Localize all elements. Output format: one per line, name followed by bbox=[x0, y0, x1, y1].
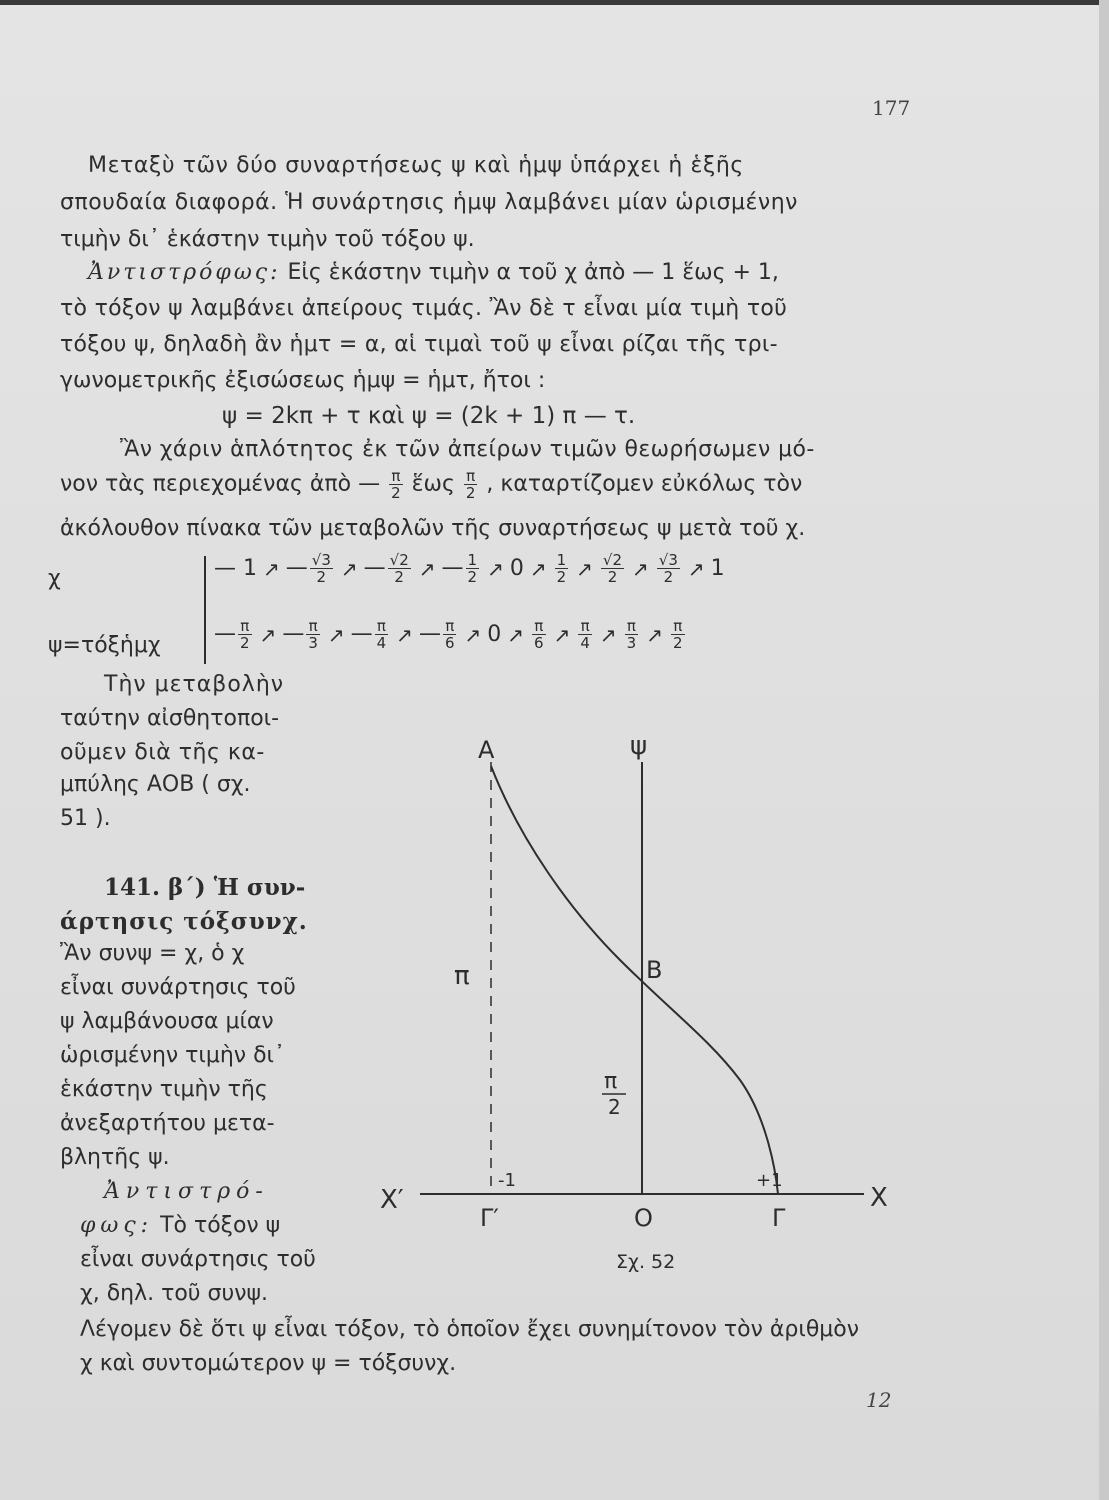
psi-numerator: π bbox=[578, 618, 592, 635]
side2-line-5: ἑκάστην τιμὴν τῆς bbox=[60, 1077, 268, 1102]
psi-numerator: π bbox=[625, 618, 639, 635]
psi-sign: — bbox=[282, 621, 305, 647]
x-arrow: ↗ bbox=[340, 556, 358, 581]
x-arrow: ↗ bbox=[632, 556, 649, 581]
x-sign: — bbox=[441, 555, 464, 581]
psi-denominator: 6 bbox=[444, 634, 455, 652]
antistrofos-label: Ἀντιστρόφως: bbox=[88, 260, 281, 285]
psi-sign: — bbox=[418, 621, 441, 647]
psi-denominator: 4 bbox=[580, 634, 590, 652]
side2-line-1: Ἂν συνψ = χ, ὁ χ bbox=[60, 941, 245, 966]
psi-arrow: ↗ bbox=[259, 622, 277, 647]
label-B: Β bbox=[646, 956, 663, 984]
side2-line-2: εἶναι συνάρτησις τοῦ bbox=[60, 975, 296, 1000]
psi-value bbox=[623, 618, 641, 651]
psi-fraction bbox=[625, 618, 639, 651]
x-value bbox=[510, 556, 524, 581]
x-value bbox=[553, 552, 571, 585]
side2-line-4: ὡρισμένην τιμὴν δι᾽ bbox=[60, 1043, 285, 1068]
text-line-4-body: Εἰς ἑκάστην τιμὴν α τοῦ χ ἀπὸ — 1 ἕως + 1, bbox=[287, 260, 779, 285]
psi-arrow: ↗ bbox=[464, 622, 482, 647]
side3-line-3: χ, δηλ. τοῦ συνψ. bbox=[80, 1281, 268, 1306]
psi-arrow: ↗ bbox=[599, 622, 617, 647]
psi-denominator: 3 bbox=[308, 634, 318, 652]
table-psi-row bbox=[214, 618, 687, 668]
text-line-2: σπουδαία διαφορά. Ἡ συνάρτησις ἡμψ λαμβάνει μίαν ὡρισμένην bbox=[60, 190, 798, 215]
label-G: Γ bbox=[772, 1204, 786, 1232]
figure-52 bbox=[370, 720, 910, 1280]
psi-denominator: 2 bbox=[672, 634, 683, 652]
label-O: Ο bbox=[634, 1204, 653, 1232]
psi-fraction bbox=[375, 618, 389, 651]
x-fraction bbox=[388, 552, 411, 585]
x-denominator: 2 bbox=[663, 568, 674, 586]
label-plus-one: +1 bbox=[756, 1170, 783, 1191]
footer-number: 12 bbox=[866, 1388, 892, 1412]
psi-arrow: ↗ bbox=[327, 622, 345, 647]
psi-numerator: π bbox=[443, 618, 457, 635]
x-integer: 1 bbox=[710, 556, 725, 581]
label-A: Α bbox=[478, 736, 495, 764]
antistrofos-label-2a: Ἀντιστρό- bbox=[104, 1179, 269, 1204]
x-numerator: √3 bbox=[658, 551, 678, 569]
psi-value bbox=[530, 618, 548, 651]
psi-denominator: 4 bbox=[376, 634, 387, 652]
x-integer: 0 bbox=[509, 556, 524, 581]
label-Xp: Χ′ bbox=[380, 1185, 404, 1215]
x-arrow: ↗ bbox=[687, 556, 705, 581]
label-Gp: Γ′ bbox=[480, 1204, 499, 1232]
table-psi-label: ψ=τόξἡμχ bbox=[48, 633, 161, 658]
psi-fraction bbox=[671, 618, 685, 651]
side-line-3: οῦμεν διὰ τῆς κα- bbox=[60, 740, 265, 765]
psi-fraction bbox=[306, 618, 320, 651]
psi-arrow: ↗ bbox=[507, 622, 525, 647]
psi-numerator: π bbox=[375, 618, 389, 635]
section-heading-line-2: άρτησις τόξσυνχ. bbox=[60, 908, 308, 935]
x-value bbox=[655, 552, 682, 585]
psi-numerator: π bbox=[306, 618, 320, 635]
label-minus-one: -1 bbox=[498, 1170, 516, 1191]
text-line-10-c: , καταρτίζομεν εὐκόλως τὸν bbox=[486, 471, 803, 497]
side3-line-2: εἶναι συνάρτησις τοῦ bbox=[80, 1247, 316, 1272]
x-numerator: √2 bbox=[602, 551, 623, 569]
psi-integer: 0 bbox=[487, 622, 502, 647]
x-fraction bbox=[657, 552, 680, 585]
x-integer: 1 bbox=[243, 556, 257, 581]
fraction-pi-half-a: $\frac{\pi}{2}$ bbox=[391, 467, 401, 502]
text-line-6: τόξου ψ, δηλαδὴ ἂν ἡμτ = α, αἱ τιμαὶ τοῦ ψ εἶναι ρίζαι τῆς τρι- bbox=[60, 332, 778, 357]
text-line-10 bbox=[60, 468, 802, 501]
label-X: Χ bbox=[870, 1183, 888, 1213]
psi-sign: — bbox=[350, 621, 373, 647]
text-line-10-b: ἕως bbox=[411, 471, 455, 497]
psi-fraction bbox=[532, 618, 546, 651]
antistrofos-label-2b: φως: bbox=[80, 1213, 154, 1238]
psi-sign: — bbox=[214, 621, 236, 647]
psi-value bbox=[214, 618, 254, 651]
x-value bbox=[214, 556, 257, 581]
page-number: 177 bbox=[872, 96, 911, 120]
x-fraction bbox=[310, 552, 333, 585]
x-numerator: √2 bbox=[389, 551, 409, 569]
x-value bbox=[711, 556, 725, 581]
psi-value bbox=[282, 618, 322, 651]
x-arrow: ↗ bbox=[576, 556, 593, 581]
x-numerator: √3 bbox=[311, 551, 331, 569]
bottom-line-1: Λέγομεν δὲ ὅτι ψ εἶναι τόξον, τὸ ὁποῖον ἔχει συνημίτονον τὸν ἀριθμὸν bbox=[80, 1317, 860, 1342]
text-line-11: ἀκόλουθον πίνακα τῶν μεταβολῶν τῆς συναρτήσεως ψ μετὰ τοῦ χ. bbox=[60, 516, 806, 541]
x-arrow: ↗ bbox=[418, 556, 436, 581]
psi-value bbox=[351, 618, 391, 651]
page-top-edge bbox=[0, 0, 1109, 5]
x-value bbox=[364, 552, 413, 585]
text-line-9: Ἂν χάριν ἁπλότητος ἐκ τῶν ἀπείρων τιμῶν θεωρήσωμεν μό- bbox=[120, 437, 815, 462]
label-pi-half-num: π bbox=[604, 1069, 618, 1094]
table-x-label: χ bbox=[48, 566, 61, 591]
psi-denominator: 6 bbox=[534, 634, 544, 652]
x-value bbox=[442, 552, 482, 585]
section-heading-line-1: 141. β´) Ἡ συν- bbox=[104, 874, 306, 901]
psi-arrow: ↗ bbox=[646, 622, 663, 647]
x-value bbox=[599, 552, 626, 585]
psi-numerator: π bbox=[671, 618, 685, 635]
text-line-7: γωνομετρικῆς ἐξισώσεως ἡμψ = ἡμτ, ἤτοι : bbox=[60, 368, 546, 393]
x-denominator: 2 bbox=[556, 568, 567, 586]
side3-line-1-body: Τὸ τόξον ψ bbox=[160, 1213, 281, 1238]
x-denominator: 2 bbox=[607, 568, 618, 586]
psi-value bbox=[669, 618, 687, 651]
side-line-5: 51 ). bbox=[60, 806, 111, 831]
x-arrow: ↗ bbox=[487, 556, 504, 581]
psi-value bbox=[419, 618, 459, 651]
psi-fraction bbox=[443, 618, 457, 651]
formula-line: ψ = 2kπ + τ καὶ ψ = (2k + 1) π — τ. bbox=[222, 403, 636, 429]
figure-caption: Σχ. 52 bbox=[616, 1251, 676, 1273]
label-psi: ψ bbox=[630, 731, 648, 761]
psi-fraction bbox=[238, 618, 252, 651]
x-sign: — bbox=[285, 555, 308, 581]
psi-arrow: ↗ bbox=[553, 622, 571, 647]
label-pi: π bbox=[454, 961, 470, 991]
page-right-edge bbox=[1099, 0, 1109, 1500]
x-fraction bbox=[555, 552, 569, 585]
text-line-4 bbox=[88, 260, 779, 285]
x-denominator: 2 bbox=[394, 568, 404, 586]
bottom-line-2: χ καὶ συντομώτερον ψ = τόξσυνχ. bbox=[80, 1351, 457, 1376]
x-arrow: ↗ bbox=[529, 556, 547, 581]
side-line-4: μπύλης ΑΟΒ ( σχ. bbox=[60, 772, 251, 797]
x-fraction bbox=[601, 552, 624, 585]
side3-line-1 bbox=[80, 1213, 280, 1238]
psi-fraction bbox=[578, 618, 592, 651]
x-sign: — bbox=[214, 556, 243, 581]
x-value bbox=[286, 552, 335, 585]
x-numerator: 1 bbox=[467, 551, 478, 569]
psi-denominator: 2 bbox=[240, 634, 250, 652]
side2-line-6: ἀνεξαρτήτου μετα- bbox=[60, 1111, 275, 1136]
side-line-2: ταύτην αἰσθητοποι- bbox=[60, 706, 280, 731]
psi-value bbox=[487, 622, 501, 647]
arccos-curve bbox=[491, 766, 778, 1194]
text-line-3: τιμὴν δι᾽ ἑκάστην τιμὴν τοῦ τόξου ψ. bbox=[60, 227, 475, 252]
psi-numerator: π bbox=[238, 618, 252, 635]
text-line-10-a: νον τὰς περιεχομένας ἀπὸ — bbox=[60, 471, 381, 497]
x-denominator: 2 bbox=[316, 568, 327, 586]
x-denominator: 2 bbox=[467, 568, 478, 586]
x-fraction bbox=[466, 552, 480, 585]
side-line-1: Τὴν μεταβολὴν bbox=[104, 672, 285, 697]
psi-arrow: ↗ bbox=[396, 622, 413, 647]
x-numerator: 1 bbox=[556, 551, 567, 569]
fraction-pi-half-b: $\frac{\pi}{2}$ bbox=[465, 467, 476, 502]
text-line-1: Μεταξὺ τῶν δύο συναρτήσεως ψ καὶ ἡμψ ὑπάρχει ἡ ἑξῆς bbox=[88, 153, 744, 178]
side2-line-3: ψ λαμβάνουσα μίαν bbox=[60, 1009, 274, 1034]
psi-denominator: 3 bbox=[626, 634, 637, 652]
table-divider bbox=[204, 556, 206, 664]
x-sign: — bbox=[363, 555, 386, 581]
text-line-5: τὸ τόξον ψ λαμβάνει ἀπείρους τιμάς. Ἂν δὲ τ εἶναι μία τιμὴ τοῦ bbox=[60, 296, 788, 321]
side2-line-7: βλητῆς ψ. bbox=[60, 1145, 170, 1170]
psi-numerator: π bbox=[532, 618, 546, 635]
label-pi-half-den: 2 bbox=[608, 1095, 621, 1119]
psi-value bbox=[576, 618, 594, 651]
x-arrow: ↗ bbox=[263, 556, 280, 581]
table-x-row bbox=[214, 552, 725, 602]
